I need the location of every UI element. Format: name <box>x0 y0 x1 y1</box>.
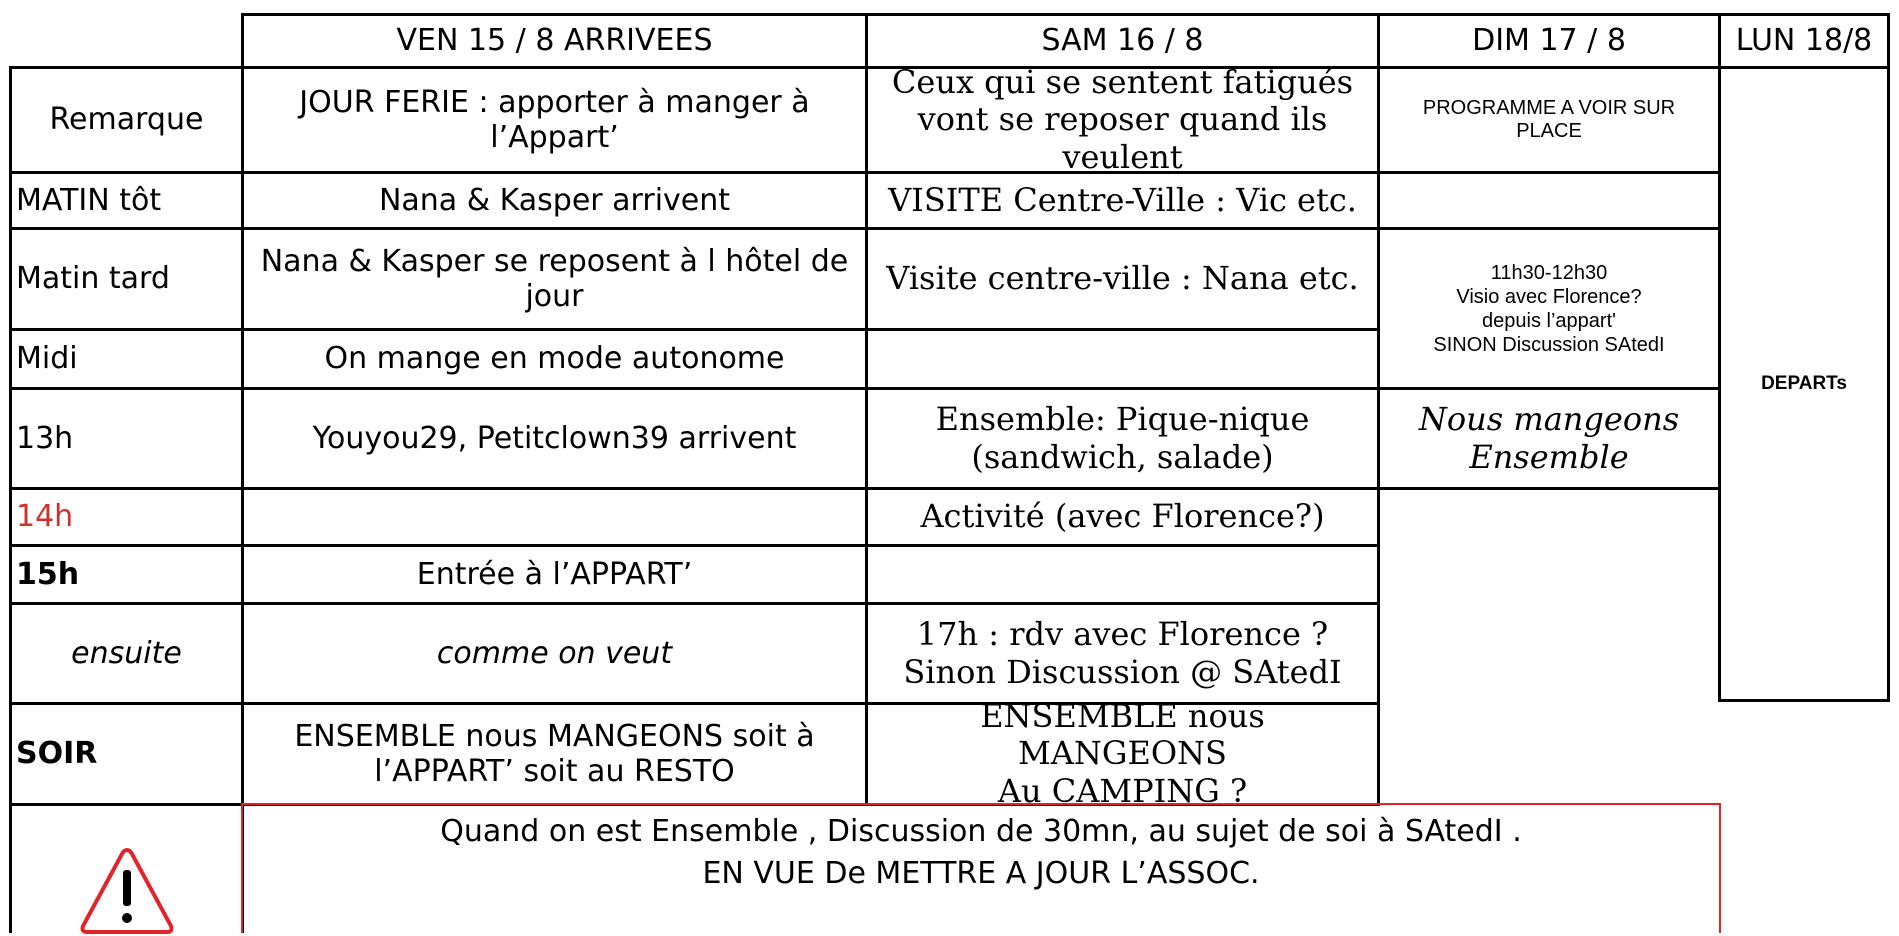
saturday-soir <box>865 696 1380 810</box>
warning-cell <box>9 803 244 933</box>
header-saturday: SAM 16 / 8 <box>865 13 1380 69</box>
friday-midi: On mange en mode autonome <box>241 328 868 390</box>
row-label-remarque: Remarque <box>9 66 244 174</box>
saturday-remarque: Ceux qui se sentent fatigués vont se reposer quand ils veulent <box>865 66 1380 174</box>
saturday-soir-line1: ENSEMBLE nous MANGEONS <box>980 696 1265 773</box>
sunday-visio-line1: 11h30-12h30 <box>1490 261 1608 284</box>
header-friday: VEN 15 / 8 ARRIVEES <box>241 13 868 69</box>
saturday-matin-tot: VISITE Centre-Ville : Vic etc. <box>865 171 1380 230</box>
row-label-midi: Midi <box>9 328 244 390</box>
row-label-13h: 13h <box>9 387 244 490</box>
row-label-soir: SOIR <box>9 702 244 806</box>
friday-ensuite: comme on veut <box>241 602 868 705</box>
friday-matin-tard: Nana & Kasper se reposent à l hôtel de jour <box>241 227 868 331</box>
friday-soir: ENSEMBLE nous MANGEONS soit à l’APPART’ soit au RESTO <box>241 702 868 806</box>
note-line1: Quand on est Ensemble , Discussion de 30mn, au sujet de soi à SAtedI . <box>440 814 1522 849</box>
saturday-ensuite <box>865 602 1380 705</box>
sunday-remarque: PROGRAMME A VOIR SUR PLACE <box>1377 66 1721 174</box>
friday-15h: Entrée à l’APPART’ <box>241 544 868 605</box>
saturday-soir-line2: Au CAMPING ? <box>997 771 1248 810</box>
saturday-ensuite-line2: Sinon Discussion @ SAtedI <box>903 652 1342 691</box>
saturday-midi <box>865 328 1380 390</box>
note-line2: EN VUE De METTRE A JOUR L’ASSOC. <box>702 856 1260 891</box>
row-label-matin-tot: MATIN tôt <box>9 171 244 230</box>
sunday-visio <box>1377 227 1721 390</box>
monday-departs: DEPARTs <box>1718 66 1890 702</box>
note-box <box>241 803 1721 933</box>
header-sunday: DIM 17 / 8 <box>1377 13 1721 69</box>
friday-13h: Youyou29, Petitclown39 arrivent <box>241 387 868 490</box>
friday-14h <box>241 487 868 547</box>
sunday-visio-line4: SINON Discussion SAtedI <box>1433 333 1665 356</box>
row-label-14h: 14h <box>9 487 244 547</box>
sunday-visio-line2: Visio avec Florence? <box>1456 285 1642 308</box>
friday-matin-tot: Nana & Kasper arrivent <box>241 171 868 230</box>
sunday-visio-line3: depuis l’appart' <box>1482 309 1616 332</box>
row-label-15h: 15h <box>9 544 244 605</box>
header-monday: LUN 18/8 <box>1718 13 1890 69</box>
row-label-ensuite: ensuite <box>9 602 244 705</box>
saturday-13h: Ensemble: Pique-nique (sandwich, salade) <box>865 387 1380 490</box>
sunday-matin-tot <box>1377 171 1721 230</box>
friday-remarque: JOUR FERIE : apporter à manger à l’Appart’ <box>241 66 868 174</box>
saturday-ensuite-line1: 17h : rdv avec Florence ? <box>916 615 1329 654</box>
sunday-13h: Nous mangeons Ensemble <box>1377 387 1721 490</box>
warning-triangle-icon <box>79 846 175 936</box>
row-label-matin-tard: Matin tard <box>9 227 244 331</box>
saturday-15h <box>865 544 1380 605</box>
saturday-matin-tard: Visite centre-ville : Nana etc. <box>865 227 1380 331</box>
saturday-14h: Activité (avec Florence?) <box>865 487 1380 547</box>
